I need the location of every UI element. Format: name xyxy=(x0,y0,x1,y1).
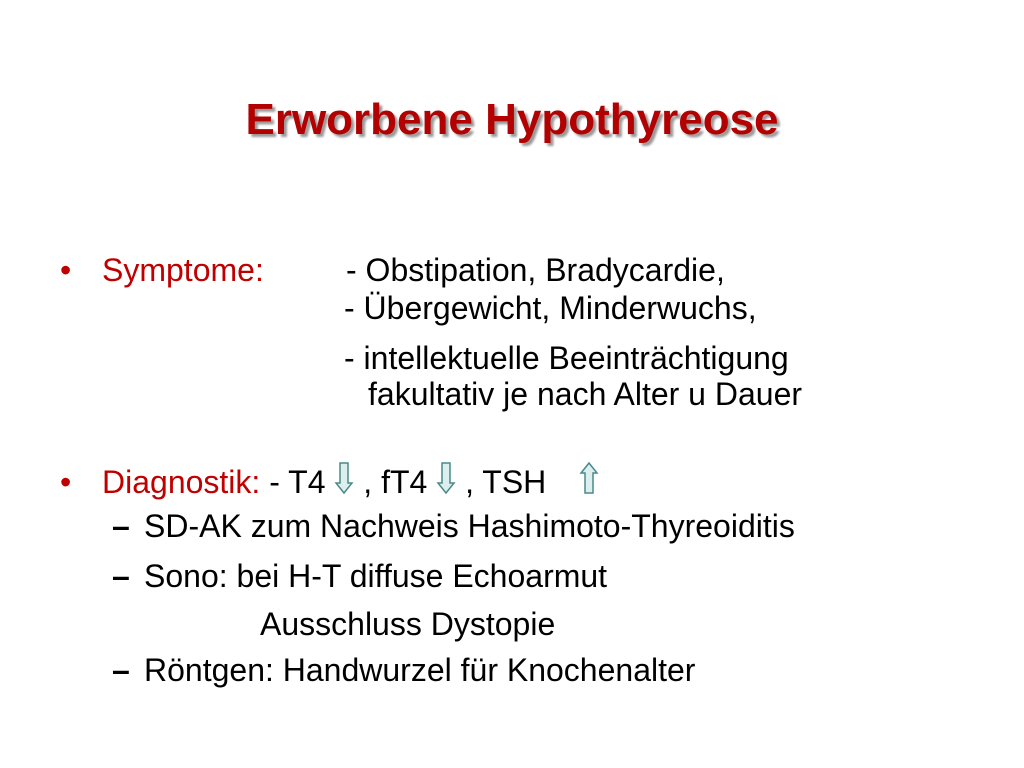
ft4-text: , fT4 xyxy=(363,464,428,500)
symptoms-line-1: - Obstipation, Bradycardie, xyxy=(346,252,725,288)
symptoms-line-3: - intellektuelle Beeinträchtigung xyxy=(344,340,789,376)
symptoms-line-4: fakultativ je nach Alter u Dauer xyxy=(368,376,803,412)
symptoms-label: Symptome: xyxy=(102,252,264,288)
sub-dash-2: – xyxy=(112,558,130,594)
slide-title: Erworbene Hypothyreose xyxy=(245,95,779,144)
diagnostics-sub-2b: Ausschluss Dystopie xyxy=(260,606,556,642)
tsh-text: , TSH xyxy=(465,464,547,500)
diagnostics-bullet: • xyxy=(60,464,72,500)
diagnostics-sub-3: Röntgen: Handwurzel für Knochenalter xyxy=(144,652,696,688)
down-arrow-icon xyxy=(334,461,354,502)
diagnostics-sub-2: Sono: bei H-T diffuse Echoarmut xyxy=(144,558,608,594)
symptoms-bullet: • xyxy=(60,252,72,288)
sub-dash-3: – xyxy=(112,652,130,688)
t4-text: - T4 xyxy=(269,464,326,500)
up-arrow-icon xyxy=(579,461,599,502)
symptoms-line-2: - Übergewicht, Minderwuchs, xyxy=(344,290,757,326)
diagnostics-label: Diagnostik: xyxy=(102,464,261,500)
sub-dash-1: – xyxy=(112,508,130,544)
diagnostics-sub-1: SD-AK zum Nachweis Hashimoto-Thyreoiditis xyxy=(144,508,795,544)
down-arrow-icon xyxy=(436,461,456,502)
diagnostics-line xyxy=(102,464,599,502)
